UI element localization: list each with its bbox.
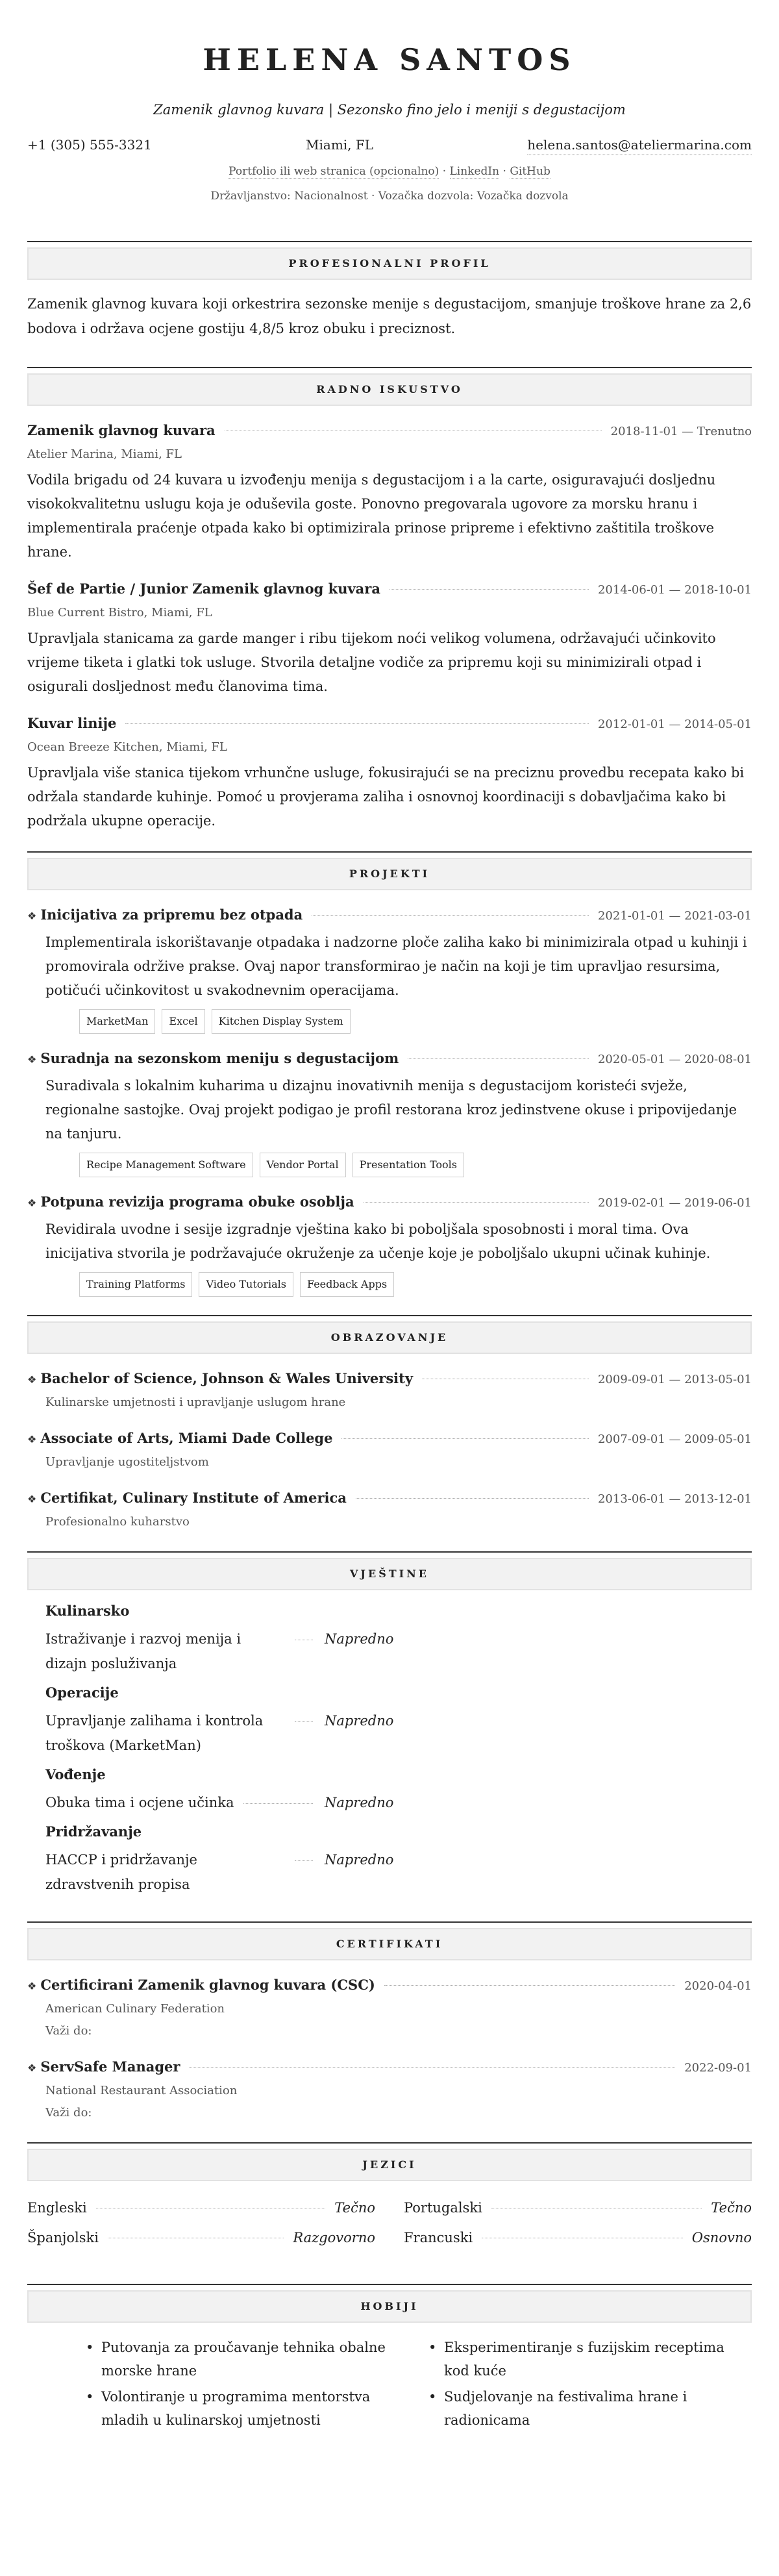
section-education (27, 1315, 752, 1533)
tag-list (27, 1009, 752, 1034)
job-entry (27, 419, 752, 564)
entry-title: Šef de Partie / Junior Zamenik glavnog kuvara (27, 581, 380, 597)
skill-level: Napredno (325, 1631, 394, 1647)
entry-title: Certificirani Zamenik glavnog kuvara (CSC) (40, 1977, 375, 1993)
profile-summary: Zamenik glavnog kuvara koji orkestrira sezonske menije s degustacijom, smanjuje troškove hrane za 2,6 bodova i održava ocjene gostiju 4,8/5 kroz obuku i preciznost. (27, 296, 752, 336)
dotted-leader (356, 1498, 589, 1499)
section-hobbies (27, 2284, 752, 2434)
entry-title: Bachelor of Science, Johnson & Wales University (40, 1370, 414, 1386)
entry-dates: 2007-09-01 — 2009-05-01 (597, 1432, 752, 1446)
certificate-entry (27, 2055, 752, 2124)
tech-tag: Excel (162, 1009, 204, 1034)
field-of-study: Profesionalno kuharstvo (45, 1515, 190, 1529)
entry-header (27, 1973, 752, 1998)
dotted-leader (364, 1202, 589, 1203)
entry-header (27, 577, 752, 602)
entry-header (27, 1486, 752, 1511)
entry-header (27, 1190, 752, 1215)
section-experience (27, 367, 752, 833)
education-entry (27, 1367, 752, 1414)
separator: · (439, 165, 450, 178)
language-level: Razgovorno (293, 2230, 375, 2245)
entry-header (27, 1047, 752, 1071)
issuer: National Restaurant Association (45, 2084, 238, 2097)
citizenship-info: Državljanstvo: Nacionalnost · Vozačka dozvola: Vozačka dozvola (210, 190, 569, 203)
skill-row (45, 1847, 409, 1897)
language-level: Tečno (334, 2200, 375, 2216)
section-certificates (27, 1921, 752, 2124)
skill-name: Istraživanje i razvoj menija i dizajn posluživanja (45, 1631, 241, 1671)
company: Blue Current Bistro, Miami, FL (27, 606, 212, 619)
field-of-study: Upravljanje ugostiteljstvom (45, 1455, 209, 1469)
entry-dates: 2019-02-01 — 2019-06-01 (597, 1196, 752, 1210)
entry-dates: 2020-04-01 (684, 1979, 752, 1993)
entry-header (27, 1367, 752, 1392)
entry-dates: 2020-05-01 — 2020-08-01 (597, 1053, 752, 1066)
job-description: Upravljala više stanica tijekom vrhunčne usluge, fokusirajući se na preciznu provedbu recepata kako bi održala standarde kuhinje. Pomoć u provjerama zaliha i osnovnoj koordinaciji s dobavljačima kako bi podržala ukupne operacije. (27, 765, 745, 829)
entry-dates: 2009-09-01 — 2013-05-01 (597, 1373, 752, 1386)
certificate-entry (27, 1973, 752, 2042)
job-description: Vodila brigadu od 24 kuvara u izvođenju menija s degustacijom i a la carte, osiguravajući dosljednu visokokvalitetnu uslugu koja je oduševila goste. Ponovno pregovarala ugovore za morsku hranu i implementirala praćenje otpada kako bi optimizirala prinose pripreme i efektivno zaštitila troškove hrane. (27, 472, 716, 560)
skill-category: Vođenje (45, 1766, 106, 1782)
entry-header (27, 903, 752, 928)
links-row (27, 163, 752, 180)
entry-title: Inicijativa za pripremu bez otpada (40, 907, 303, 923)
skill-level: Napredno (325, 1795, 394, 1810)
tag-list (27, 1153, 752, 1177)
language-item (27, 2223, 375, 2253)
tech-tag: MarketMan (79, 1009, 155, 1034)
dotted-leader (295, 1721, 313, 1722)
dotted-leader (189, 2067, 675, 2068)
candidate-name: HELENA SANTOS (203, 42, 576, 77)
skill-level: Napredno (325, 1852, 394, 1868)
diamond-bullet-icon: ❖ (27, 1980, 37, 1992)
entry-dates: 2021-01-01 — 2021-03-01 (597, 909, 752, 923)
entry-header (27, 2055, 752, 2080)
job-entry (27, 577, 752, 699)
education-entry (27, 1486, 752, 1533)
tech-tag: Training Platforms (79, 1272, 192, 1297)
section-profile (27, 241, 752, 349)
education-entry (27, 1427, 752, 1473)
language-name: Engleski (27, 2200, 87, 2216)
tech-tag: Presentation Tools (352, 1153, 464, 1177)
entry-header (27, 419, 752, 444)
project-entry (27, 1190, 752, 1297)
entry-header (27, 712, 752, 736)
job-description: Upravljala stanicama za garde manger i ribu tijekom noći velikog volumena, održavajući učinkovito vrijeme tiketa i glatki tok usluge. Stvorila detaljne vodiče za pripremu koji su minimizirali otpad i osigurali dosljednost među članovima tima. (27, 631, 716, 694)
entry-dates: 2012-01-01 — 2014-05-01 (597, 718, 752, 731)
dotted-leader (312, 915, 589, 916)
dotted-leader (408, 1058, 589, 1059)
diamond-bullet-icon: ❖ (27, 1053, 37, 1066)
section-skills (27, 1551, 752, 1903)
skill-category: Kulinarsko (45, 1603, 130, 1619)
github-link[interactable]: GitHub (510, 165, 550, 178)
section-heading: RADNO ISKUSTVO (27, 373, 752, 406)
skill-category: Pridržavanje (45, 1823, 142, 1840)
tech-tag: Video Tutorials (199, 1272, 293, 1297)
email-link[interactable]: helena.santos@ateliermarina.com (527, 135, 752, 155)
skill-name: Upravljanje zalihama i kontrola troškova (MarketMan) (45, 1713, 264, 1753)
hobby-item: • Volontiranje u programima mentorstva mladih u kulinarskoj umjetnosti (86, 2385, 409, 2432)
language-item (27, 2193, 375, 2223)
entry-dates: 2022-09-01 (684, 2061, 752, 2075)
location: Miami, FL (306, 137, 374, 153)
language-item (404, 2223, 752, 2253)
skill-row (45, 1790, 409, 1815)
hobby-item: • Sudjelovanje na festivalima hrane i radionicama (428, 2385, 752, 2432)
entry-title: ServSafe Manager (40, 2058, 180, 2075)
entry-header (27, 1427, 752, 1451)
section-heading: PROFESIONALNI PROFIL (27, 247, 752, 280)
entry-dates: 2013-06-01 — 2013-12-01 (597, 1492, 752, 1506)
entry-title: Zamenik glavnog kuvara (27, 422, 216, 438)
headline: Zamenik glavnog kuvara | Sezonsko fino jelo i meniji s degustacijom (153, 102, 626, 118)
dotted-leader (341, 1438, 589, 1439)
linkedin-link[interactable]: LinkedIn (449, 165, 500, 178)
language-item (404, 2193, 752, 2223)
section-heading: JEZICI (27, 2149, 752, 2181)
entry-title: Kuvar linije (27, 715, 117, 731)
diamond-bullet-icon: ❖ (27, 2062, 37, 2074)
diamond-bullet-icon: ❖ (27, 910, 37, 922)
project-entry (27, 903, 752, 1034)
diamond-bullet-icon: ❖ (27, 1373, 37, 1386)
section-heading: OBRAZOVANJE (27, 1321, 752, 1354)
project-description: Implementirala iskorištavanje otpadaka i nadzorne ploče zaliha kako bi minimizirala otpad u kuhinji i promovirala održive prakse. Ovaj napor transformirao je način na koji je tim upravljao resursima, potičući učinkovitost u svakodnevnim operacijama. (45, 934, 747, 998)
company: Ocean Breeze Kitchen, Miami, FL (27, 740, 227, 754)
dotted-leader (125, 723, 589, 724)
entry-title: Potpuna revizija programa obuke osoblja (40, 1194, 354, 1210)
separator: · (499, 165, 510, 178)
entry-dates: 2018-11-01 — Trenutno (610, 425, 752, 438)
project-description: Revidirala uvodne i sesije izgradnje vještina kako bi poboljšala sposobnosti i moral tima. Ova inicijativa stvorila je podržavajuće okruženje za učenje koje je poboljšalo ukupni učinak kuhinje. (45, 1221, 711, 1261)
entry-dates: 2014-06-01 — 2018-10-01 (597, 583, 752, 597)
entry-title: Associate of Arts, Miami Dade College (40, 1430, 333, 1446)
valid-until: Važi do: (45, 2024, 92, 2038)
dotted-leader (243, 1803, 313, 1804)
project-entry (27, 1047, 752, 1177)
diamond-bullet-icon: ❖ (27, 1197, 37, 1209)
field-of-study: Kulinarske umjetnosti i upravljanje uslugom hrane (45, 1395, 346, 1409)
language-name: Francuski (404, 2230, 473, 2245)
entry-title: Certifikat, Culinary Institute of America (40, 1490, 347, 1506)
section-heading: HOBIJI (27, 2290, 752, 2323)
section-heading: VJEŠTINE (27, 1558, 752, 1590)
entry-title: Suradnja na sezonskom meniju s degustacijom (40, 1050, 399, 1066)
section-heading: PROJEKTI (27, 858, 752, 890)
tech-tag: Feedback Apps (300, 1272, 394, 1297)
project-description: Suradivala s lokalnim kuharima u dizajnu inovativnih menija s degustacijom koristeći svježe, regionalne sastojke. Ovaj projekt podigao je profil restorana kroz jedinstvene okuse i pripovijedanje na tanjuru. (45, 1078, 737, 1142)
language-level: Tečno (711, 2200, 752, 2216)
skill-row (45, 1708, 409, 1758)
contact-row (27, 135, 752, 155)
section-languages (27, 2142, 752, 2266)
job-entry (27, 712, 752, 833)
company: Atelier Marina, Miami, FL (27, 447, 182, 461)
skill-row (45, 1627, 409, 1676)
language-level: Osnovno (691, 2230, 752, 2245)
tech-tag: Vendor Portal (260, 1153, 346, 1177)
skill-category: Operacije (45, 1684, 119, 1701)
valid-until: Važi do: (45, 2106, 92, 2120)
portfolio-link[interactable]: Portfolio ili web stranica (opcionalno) (229, 165, 439, 178)
section-heading: CERTIFIKATI (27, 1928, 752, 1960)
tech-tag: Kitchen Display System (212, 1009, 351, 1034)
section-projects (27, 851, 752, 1297)
skill-name: Obuka tima i ocjene učinka (45, 1795, 234, 1810)
hobby-item: • Eksperimentiranje s fuzijskim receptima kod kuće (428, 2336, 752, 2382)
dotted-leader (384, 1985, 675, 1986)
tech-tag: Recipe Management Software (79, 1153, 253, 1177)
language-name: Portugalski (404, 2200, 482, 2216)
issuer: American Culinary Federation (45, 2002, 225, 2016)
diamond-bullet-icon: ❖ (27, 1433, 37, 1445)
hobby-item: • Putovanja za proučavanje tehnika obalne morske hrane (86, 2336, 409, 2382)
skill-level: Napredno (325, 1713, 394, 1729)
language-name: Španjolski (27, 2230, 99, 2245)
dotted-leader (390, 589, 589, 590)
diamond-bullet-icon: ❖ (27, 1493, 37, 1505)
phone: +1 (305) 555-3321 (27, 137, 152, 153)
tag-list (27, 1272, 752, 1297)
skill-name: HACCP i pridržavanje zdravstvenih propisa (45, 1852, 197, 1892)
dotted-leader (295, 1860, 313, 1861)
